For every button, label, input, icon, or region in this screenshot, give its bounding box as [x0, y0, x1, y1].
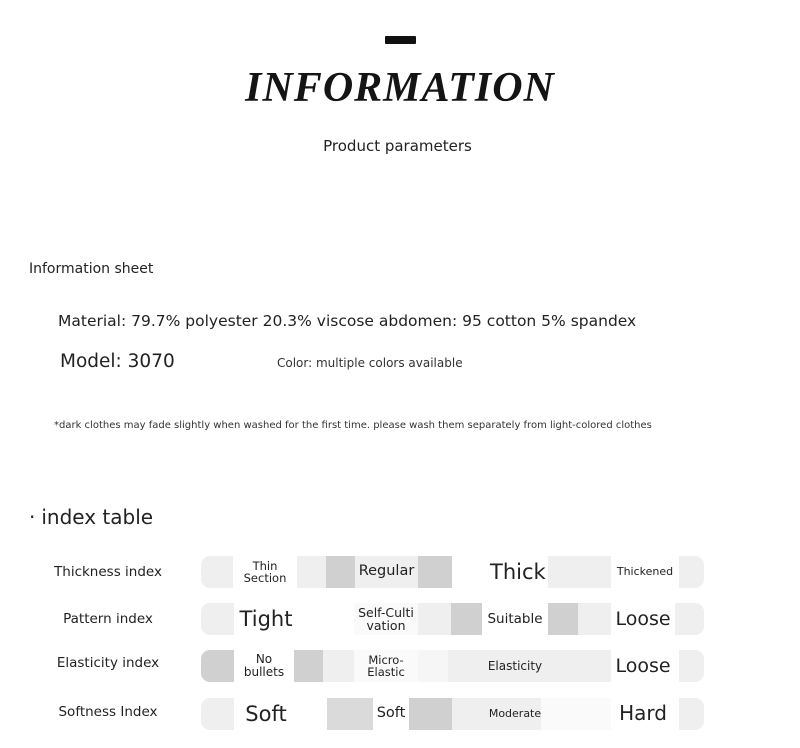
option-thickened: Thickened [616, 565, 674, 579]
model-text: Model: 3070 [60, 351, 175, 372]
option-elasticity: Elasticity [487, 658, 543, 673]
info-sheet-heading: Information sheet [29, 261, 154, 277]
bullet-dot: · [29, 505, 36, 529]
elasticity-index-label: Elasticity index [56, 655, 160, 671]
option-hard: Hard [619, 701, 667, 726]
color-text: Color: multiple colors available [277, 356, 463, 370]
option-loose-elastic: Loose [615, 654, 671, 677]
thickness-index-track [201, 556, 704, 588]
option-thin-section: Thin Section [243, 558, 287, 585]
material-text: Material: 79.7% polyester 20.3% viscose abdomen: 95 cotton 5% spandex [58, 312, 637, 330]
option-thick: Thick [490, 559, 546, 584]
page-title: INFORMATION [245, 65, 555, 111]
top-accent-bar [385, 36, 416, 44]
option-no-bullets: No bullets [243, 652, 285, 679]
option-soft-extra: Soft [245, 701, 287, 726]
index-table-title: index table [41, 505, 154, 529]
index-table-heading [29, 505, 153, 529]
elasticity-index-track [201, 650, 704, 682]
pattern-index-label: Pattern index [63, 611, 153, 627]
option-tight: Tight [239, 606, 293, 631]
option-suitable: Suitable [487, 610, 543, 627]
option-self-cultivation: Self-Culti vation [358, 604, 414, 633]
option-loose: Loose [615, 607, 671, 630]
softness-index-track [201, 698, 704, 730]
care-note: *dark clothes may fade slightly when washed for the first time. please wash them separately from light-colored clothes [54, 420, 652, 431]
option-micro-elastic: Micro- Elastic [367, 652, 405, 679]
pattern-index-track [201, 603, 704, 635]
option-regular: Regular [358, 563, 415, 580]
option-soft: Soft [376, 705, 406, 722]
softness-index-label: Softness Index [58, 704, 158, 720]
option-moderate: Moderate [488, 707, 542, 721]
page-subtitle: Product parameters [323, 137, 472, 155]
thickness-index-label: Thickness index [54, 564, 162, 580]
